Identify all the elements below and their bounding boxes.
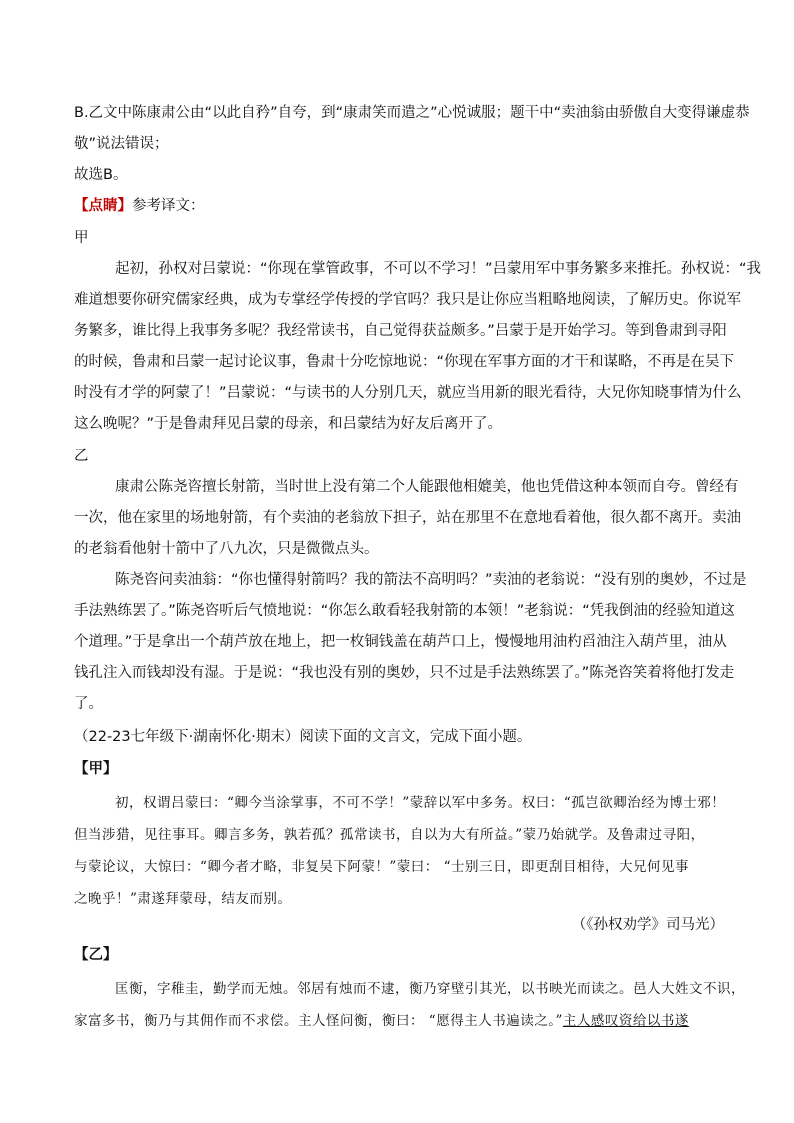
text-jia-source: （《孙权劝学》司马光） xyxy=(571,917,724,933)
translation-yi-line: 的老翁看他射十箭中了八九次，只是微微点头。 xyxy=(74,541,379,557)
classical-jia-line: 初，权谓吕蒙曰：“卿今当涂掌事，不可不学！”蒙辞以军中多务。权曰：“孤岂欲卿治经为博士邪！ xyxy=(115,795,726,811)
translation-jia-line: 时没有才学的阿蒙了！”吕蒙说：“与读书的人分别几天，就应当用新的眼光看待，大兄你知晓事情为什么 xyxy=(74,385,742,401)
translation-jia-line: 难道想要你研究儒家经典，成为专掌经学传授的学官吗？我只是让你应当粗略地阅读，了解历史。你说军 xyxy=(74,292,741,308)
translation-yi-line: 一次，他在家里的场地射箭，有个卖油的老翁放下担子，站在那里不在意地看着他，很久都不离开。卖油 xyxy=(74,510,741,526)
translation-jia-line: 这么晚呢？”于是鲁肃拜见吕蒙的母亲，和吕蒙结为好友后离开了。 xyxy=(74,416,503,432)
dianjing-tag: 【点睛】 xyxy=(74,198,132,214)
analysis-b-line1: B.乙文中陈康肃公由“以此自矜”自夸，到“康肃笑而遣之”心悦诚服；题干中“卖油翁由骄傲自大变得谦虚恭 xyxy=(74,105,750,121)
dianjing-label: 参考译文： xyxy=(132,198,205,214)
classical-jia-line: 与蒙论议，大惊曰：“卿今者才略，非复吴下阿蒙！”蒙曰： “士别三日，即更刮目相待，大兄何见事 xyxy=(74,859,689,875)
translation-jia-line: 起初，孙权对吕蒙说：“你现在掌管政事，不可以不学习！”吕蒙用军中事务繁多来推托。孙权说：“我 xyxy=(115,261,762,277)
translation-jia-head: 甲 xyxy=(74,230,89,246)
translation-jia-line: 的时候，鲁肃和吕蒙一起讨论议事，鲁肃十分吃惊地说：“你现在军事方面的才干和谋略，不再是在吴下 xyxy=(74,354,735,370)
classical-jia-line: 之晚乎！”肃遂拜蒙母，结友而别。 xyxy=(74,891,292,907)
translation-yi-line: 个道理。”于是拿出一个葫芦放在地上，把一枚铜钱盖在葫芦口上，慢慢地用油杓舀油注入葫芦里，油从 xyxy=(74,634,727,650)
classical-yi-line: 匡衡，字稚圭，勤学而无烛。邻居有烛而不逮，衡乃穿壁引其光，以书映光而读之。邑人大姓文不识， xyxy=(115,981,745,997)
translation-yi-line: 康肃公陈尧咨擅长射箭，当时世上没有第二个人能跟他相媲美，他也凭借这种本领而自夸。曾经有 xyxy=(115,479,739,495)
text-yi-head: 【乙】 xyxy=(74,947,118,963)
translation-yi-head: 乙 xyxy=(74,448,89,464)
classical-jia-line: 但当涉猎，见往事耳。卿言多务，孰若孤？孤常读书，自以为大有所益。”蒙乃始就学。及鲁肃过寻阳， xyxy=(74,827,705,843)
analysis-conclusion: 故选B。 xyxy=(74,167,128,183)
dianjing-heading xyxy=(74,196,205,216)
classical-yi-line-text: 家富多书，衡乃与其佣作而不求偿。主人怪问衡，衡曰： “愿得主人书遍读之。” xyxy=(74,1013,563,1029)
translation-yi-line: 手法熟练罢了。”陈尧咨听后气愤地说：“你怎么敢看轻我射箭的本领！”老翁说：“凭我倒油的经验知道这 xyxy=(74,603,735,619)
translation-yi-line: 陈尧咨问卖油翁：“你也懂得射箭吗？我的箭法不高明吗？”卖油的老翁说：“没有别的奥妙，不过是 xyxy=(115,572,747,588)
translation-yi-line: 了。 xyxy=(74,696,103,712)
analysis-b-line2: 敬”说法错误； xyxy=(74,136,169,152)
question-intro: （22-23七年级下·湖南怀化·期末）阅读下面的文言文，完成下面小题。 xyxy=(74,729,532,745)
translation-jia-line: 务繁多，谁比得上我事务多呢？我经常读书，自己觉得获益颇多。”吕蒙于是开始学习。等到鲁肃到寻阳 xyxy=(74,323,727,339)
text-jia-head: 【甲】 xyxy=(74,761,118,777)
classical-yi-line xyxy=(74,1011,689,1031)
translation-yi-line: 钱孔注入而钱却没有湿。于是说：“我也没有别的奥妙，只不过是手法熟练罢了。”陈尧咨笑着将他打发走 xyxy=(74,665,735,681)
underlined-sentence: 主人感叹资给以书遂 xyxy=(562,1013,689,1029)
